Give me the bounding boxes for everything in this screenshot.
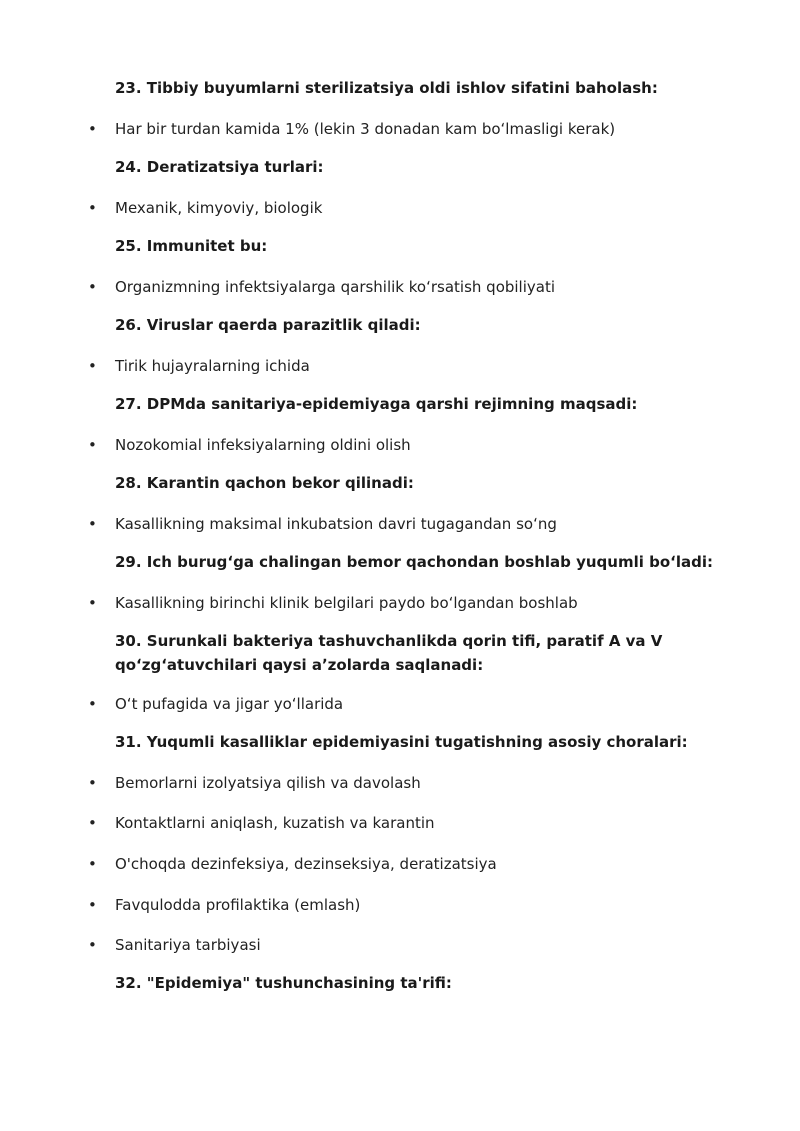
answer-31-3: O'choqda dezinfeksiya, dezinseksiya, deratizatsiya <box>115 855 497 873</box>
question-26: 26. Viruslar qaerda parazitlik qiladi: <box>115 316 421 334</box>
question-28: 28. Karantin qachon bekor qilinadi: <box>115 474 414 492</box>
question-25: 25. Immunitet bu: <box>115 237 268 255</box>
bullet-marker: • <box>88 594 97 612</box>
answer-27: Nozokomial infeksiyalarning oldini olish <box>115 436 411 454</box>
bullet-marker: • <box>88 855 97 873</box>
answer-30: Oʻt pufagida va jigar yoʻllarida <box>115 695 344 713</box>
bullet-marker: • <box>88 695 97 713</box>
bullet-marker: • <box>88 936 97 954</box>
answer-25: Organizmning infektsiyalarga qarshilik koʻrsatish qobiliyati <box>115 278 556 296</box>
bullet-marker: • <box>88 896 97 914</box>
answer-26: Tirik hujayralarning ichida <box>115 357 310 375</box>
bullet-marker: • <box>88 515 97 533</box>
question-32: 32. "Epidemiya" tushunchasining ta'rifi: <box>115 974 452 992</box>
bullet-marker: • <box>88 814 97 832</box>
answer-29: Kasallikning birinchi klinik belgilari paydo boʻlgandan boshlab <box>115 594 578 612</box>
question-24: 24. Deratizatsiya turlari: <box>115 158 324 176</box>
question-27: 27. DPMda sanitariya-epidemiyaga qarshi rejimning maqsadi: <box>115 395 638 413</box>
bullet-marker: • <box>88 436 97 454</box>
answer-31-2: Kontaktlarni aniqlash, kuzatish va karantin <box>115 814 435 832</box>
answer-31-4: Favqulodda profilaktika (emlash) <box>115 896 361 914</box>
bullet-marker: • <box>88 774 97 792</box>
answer-23: Har bir turdan kamida 1% (lekin 3 donadan kam boʻlmasligi kerak) <box>115 120 616 138</box>
question-30: 30. Surunkali bakteriya tashuvchanlikda qorin tifi, paratif A va V qoʻzgʻatuvchilari qaysi aʼzolarda saqlanadi: <box>115 632 663 674</box>
answer-28: Kasallikning maksimal inkubatsion davri tugagandan soʻng <box>115 515 557 533</box>
answer-31-5: Sanitariya tarbiyasi <box>115 936 261 954</box>
bullet-marker: • <box>88 199 97 217</box>
answer-31-1: Bemorlarni izolyatsiya qilish va davolash <box>115 774 421 792</box>
question-29: 29. Ich burugʻga chalingan bemor qachondan boshlab yuqumli boʻladi: <box>115 553 713 571</box>
answer-24: Mexanik, kimyoviy, biologik <box>115 199 323 217</box>
question-31: 31. Yuqumli kasalliklar epidemiyasini tugatishning asosiy choralari: <box>115 733 688 751</box>
bullet-marker: • <box>88 357 97 375</box>
question-23: 23. Tibbiy buyumlarni sterilizatsiya oldi ishlov sifatini baholash: <box>115 79 658 97</box>
bullet-marker: • <box>88 278 97 296</box>
bullet-marker: • <box>88 120 97 138</box>
